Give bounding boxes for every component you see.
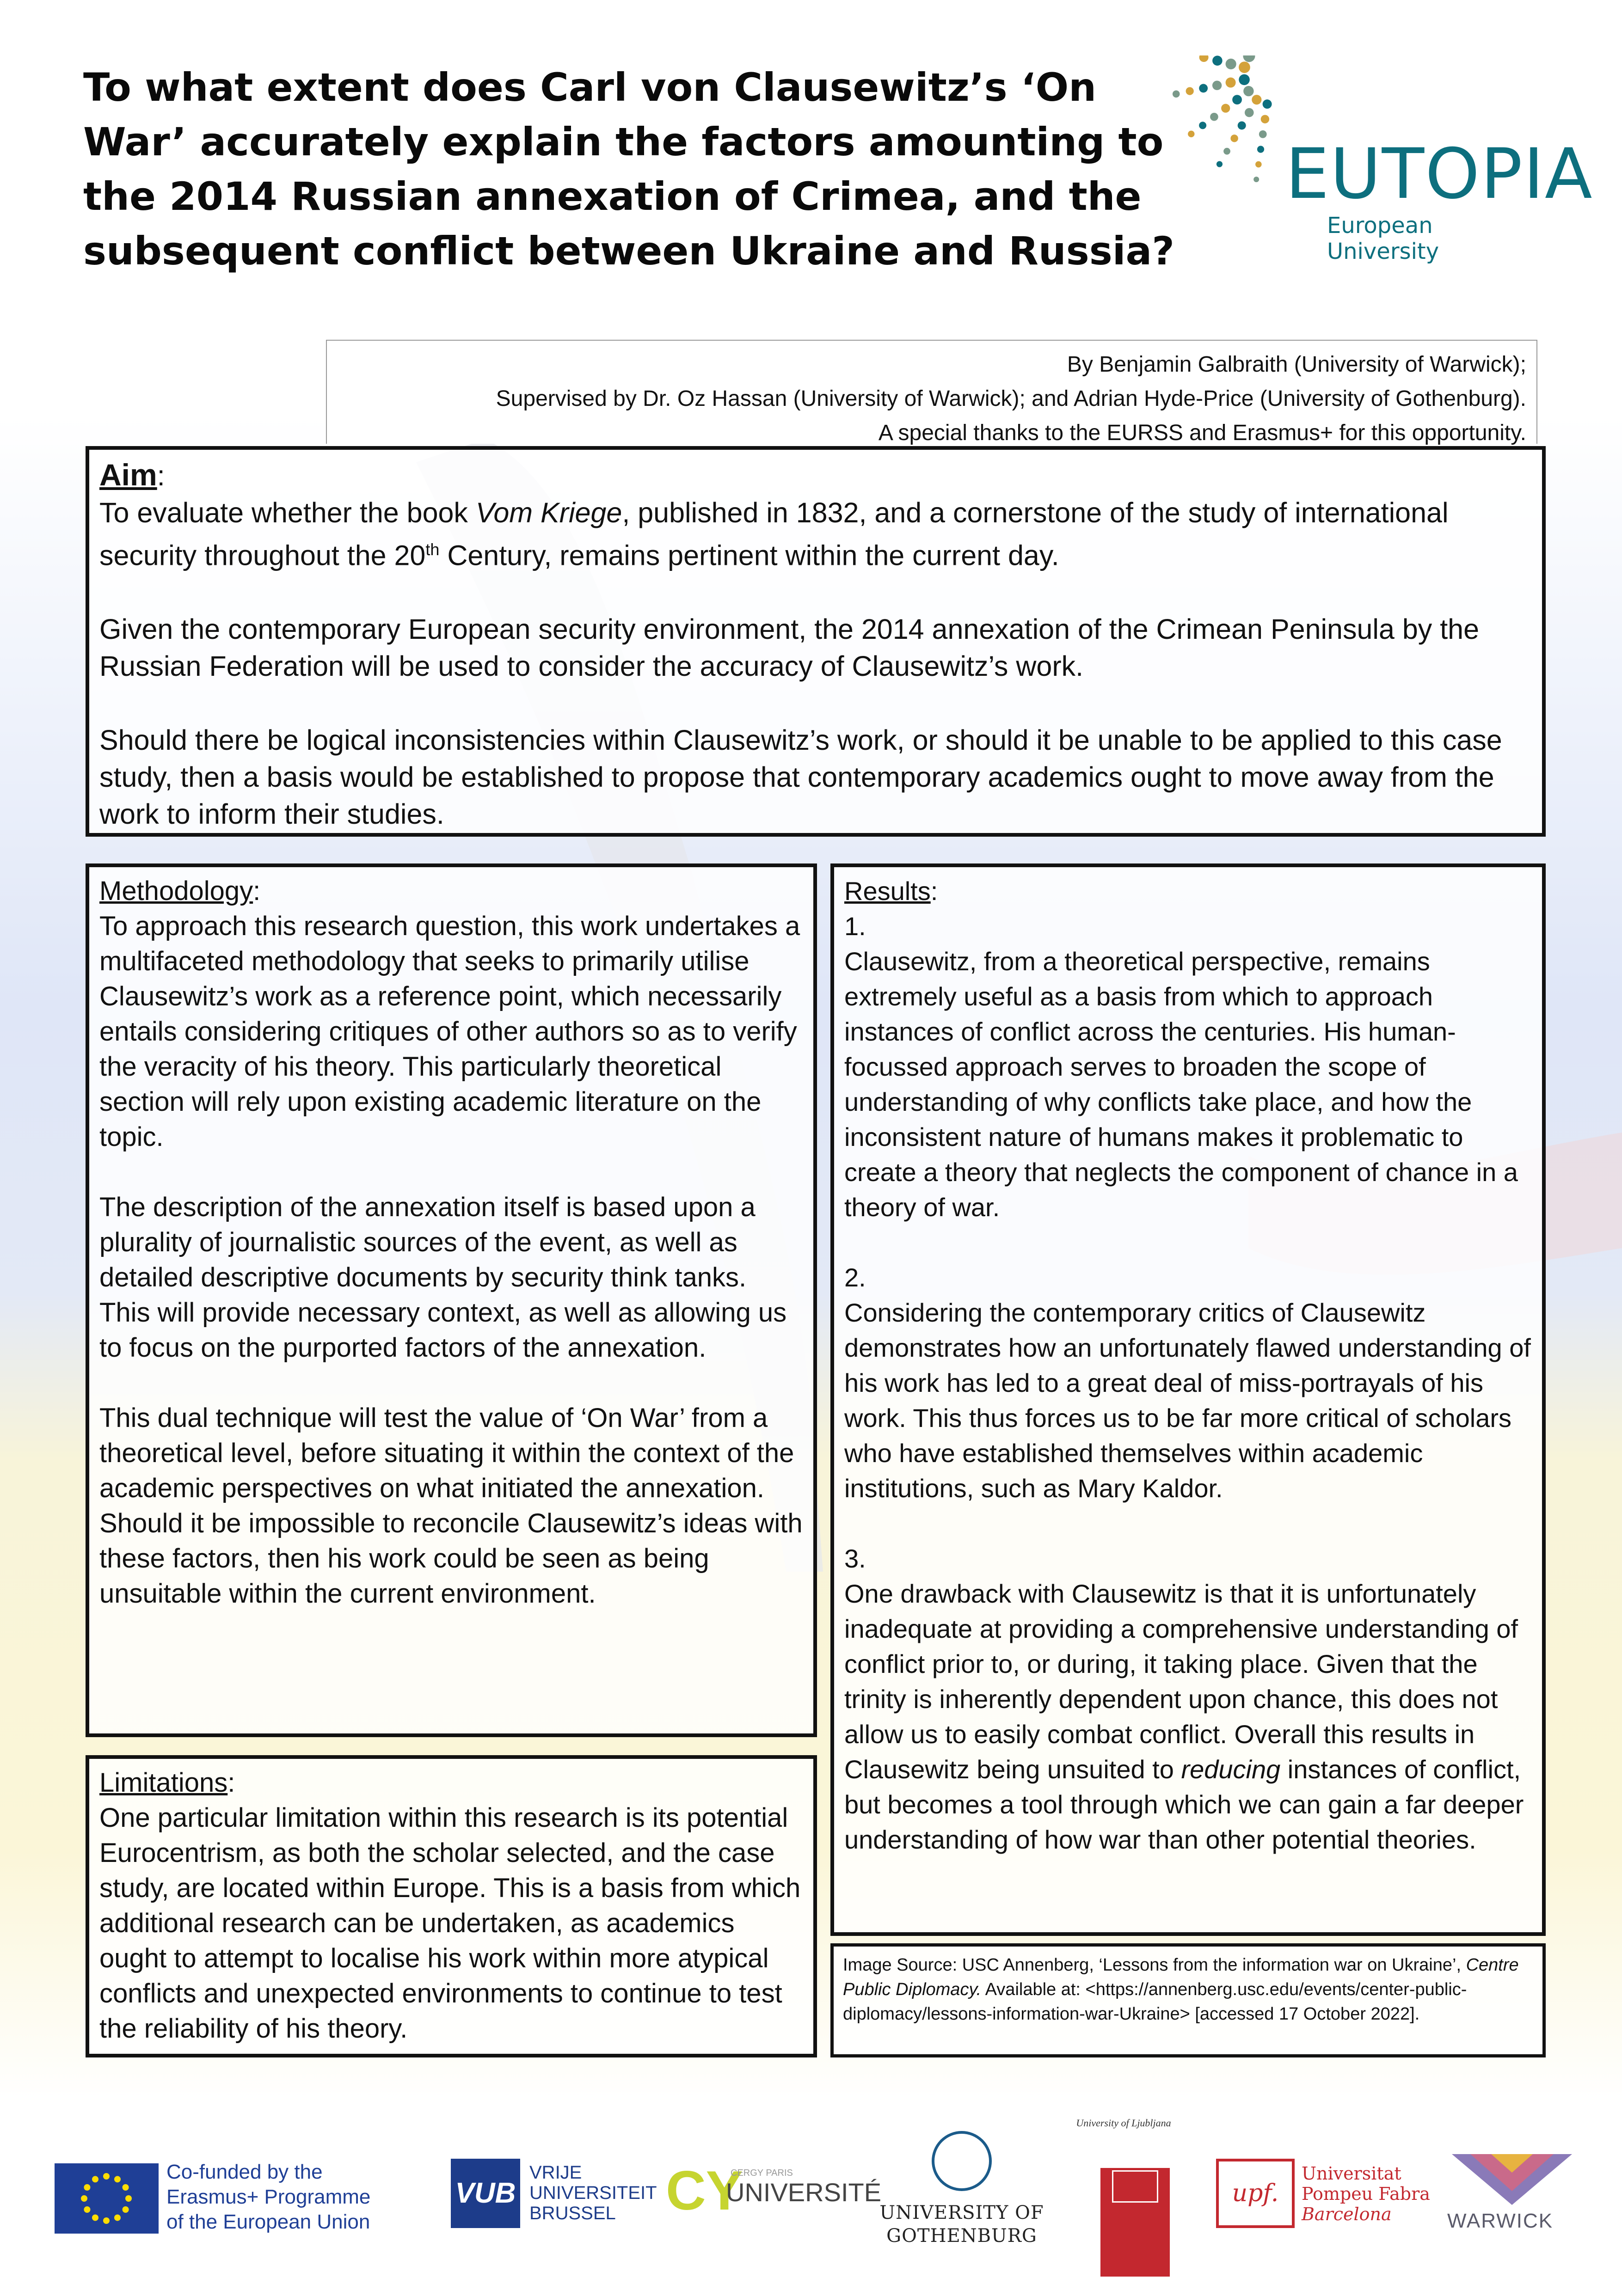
results-number-2: 2. — [844, 1263, 866, 1292]
eutopia-dot — [1212, 55, 1223, 66]
methodology-heading: Methodology — [99, 876, 253, 906]
cy-small-text: CERGY PARIS — [731, 2168, 793, 2178]
results-heading: Results — [844, 876, 931, 906]
upf-mark: upf. — [1216, 2159, 1295, 2228]
gothenburg-logo — [879, 2131, 1045, 2279]
vub-mark: VUB — [451, 2159, 520, 2228]
eutopia-dot — [1255, 161, 1262, 168]
eutopia-subtitle: European University — [1327, 213, 1439, 264]
eutopia-dot — [1186, 87, 1194, 95]
results-number-1: 1. — [844, 912, 866, 941]
eutopia-dot — [1239, 61, 1250, 73]
gothenburg-name: UNIVERSITY OF GOTHENBURG — [879, 2202, 1044, 2247]
eutopia-dot — [1257, 146, 1264, 153]
eutopia-dot — [1212, 81, 1222, 90]
methodology-paragraph-1: To approach this research question, this work undertakes a multifaceted methodology that seeks to primarily utilise Clausewitz’s work as a reference point, which necessarily entails considering critiques of other authors so as to verify the veracity of his theory. This particularly theoretical section will rely upon existing academic literature on the topic. — [99, 911, 800, 1152]
eutopia-logo — [1170, 46, 1593, 264]
upf-logo — [1216, 2159, 1438, 2237]
eu-star — [114, 2176, 121, 2182]
eutopia-dot — [1223, 148, 1230, 155]
author-byline — [326, 340, 1537, 444]
eu-star — [84, 2184, 90, 2191]
eu-star — [123, 2184, 129, 2191]
aim-paragraph-1: To evaluate whether the book Vom Kriege, published in 1832, and a cornerstone of the study of international security throughout the 20th Century, remains pertinent within the current day. — [99, 497, 1449, 571]
eutopia-dot — [1238, 121, 1246, 129]
erasmus-cofunded-text: Co-funded by the Erasmus+ Programme of the European Union — [166, 2161, 371, 2233]
eutopia-dot — [1210, 113, 1218, 121]
eu-star — [81, 2195, 87, 2202]
eutopia-dot — [1221, 104, 1230, 113]
cy-cergy-logo — [666, 2154, 882, 2233]
byline-thanks: A special thanks to the EURSS and Erasmus+ for this opportunity. — [878, 421, 1526, 445]
aim-paragraph-3: Should there be logical inconsistencies within Clausewitz’s work, or should it be unable to be applied to this case study, then a basis would be established to propose that contemporary academics ought to move away from the work to inform their studies. — [99, 724, 1502, 830]
gothenburg-seal-icon — [932, 2131, 992, 2191]
eutopia-dot — [1188, 131, 1194, 137]
cy-universite-text: UNIVERSITÉ — [726, 2178, 882, 2207]
eu-star — [92, 2176, 98, 2182]
results-paragraph-1: Clausewitz, from a theoretical perspective, remains extremely useful as a basis from which to approach instances of conflict across the centuries. His human-focussed approach serves to broaden the scope of understanding of why conflicts take place, and how the inconsistent nature of humans makes it problematic to create a theory that neglects the component of chance in a theory of war. — [844, 947, 1518, 1222]
limitations-section: Limitations: One particular limitation within this research is its potential Eurocentrism, as both the scholar selected, and the case study, are located within Europe. This is a basis from which additional research can be undertaken, as academics ought to attempt to localise his work within more atypical conflicts and unexpected environments to continue to test the reliability of his theory. — [86, 1755, 817, 2057]
eutopia-dot — [1216, 161, 1223, 167]
aim-paragraph-2: Given the contemporary European security environment, the 2014 annexation of the Crimean Peninsula by the Russian Federation will be used to consider the accuracy of Clausewitz’s work. — [99, 613, 1479, 682]
eu-flag-icon — [55, 2163, 159, 2234]
limitations-paragraph: One particular limitation within this research is its potential Eurocentrism, as both the scholar selected, and the case study, are located within Europe. This is a basis from which additional research can be undertaken, as academics ought to attempt to localise his work within more atypical conflicts and unexpected environments to continue to test the reliability of his theory. — [99, 1803, 801, 2044]
limitations-heading: Limitations — [99, 1768, 228, 1798]
eu-star — [103, 2217, 110, 2224]
warwick-logo — [1447, 2154, 1586, 2237]
eutopia-dot — [1243, 86, 1253, 96]
eutopia-dot — [1253, 177, 1259, 182]
eutopia-dot — [1259, 130, 1267, 138]
byline-author: By Benjamin Galbraith (University of Warwick); — [1067, 352, 1526, 377]
eu-star — [92, 2215, 98, 2221]
methodology-section: Methodology: To approach this research question, this work undertakes a multifaceted methodology that seeks to primarily utilise Clausewitz’s work as a reference point, which necessarily entails considering critiques of other authors so as to verify the veracity of his theory. This particularly theoretical section will rely upon existing academic literature on the topic. The description of the annexation itself is based upon a plurality of journalistic sources of the event, as well as detailed descriptive documents by security think tanks. This will provide necessary context, as well as allowing us to focus on the purported factors of the annexation. This dual technique will test the value of ‘On War’ from a theoretical level, before situating it within the context of the academic perspectives on what initiated the annexation. Should it be impossible to reconcile Clausewitz’s ideas with these factors, then his work could be seen as being unsuitable within the current environment. — [86, 863, 817, 1737]
eutopia-dot — [1173, 90, 1180, 98]
eutopia-dot — [1261, 115, 1269, 123]
results-paragraph-2: Considering the contemporary critics of Clausewitz demonstrates how an unfortunately flawed understanding of his work has led to a great deal of miss-portrayals of his work. This thus forces us to be far more critical of scholars who have established themselves within academic institutions, such as Mary Kaldor. — [844, 1298, 1531, 1503]
methodology-paragraph-3: This dual technique will test the value of ‘On War’ from a theoretical level, before situating it within the context of the academic perspectives on what initiated the annexation. Should it be impossible to reconcile Clausewitz’s ideas with these factors, then his work could be seen as being unsuitable within the current environment. — [99, 1403, 803, 1609]
aim-section: Aim: To evaluate whether the book Vom Kriege, published in 1832, and a cornerstone of the study of international security throughout the 20th Century, remains pertinent within the current day. Given the contemporary European security environment, the 2014 annexation of the Crimean Peninsula by the Russian Federation will be used to consider the accuracy of Clausewitz’s work. Should there be logical inconsistencies within Clausewitz’s work, or should it be unable to be applied to this case study, then a basis would be established to propose that contemporary academics ought to move away from the work to inform their studies. — [86, 446, 1546, 837]
results-paragraph-3: One drawback with Clausewitz is that it is unfortunately inadequate at providing a comprehensive understanding of conflict prior to, or during, it taking place. Given that the trinity is inherently dependent upon chance, this does not allow us to easily combat conflict. Overall this results in Clausewitz being unsuited to reducing instances of conflict, but becomes a tool through which we can gain a far deeper understanding of how war than other potential theories. — [844, 1579, 1524, 1854]
eutopia-dot — [1232, 95, 1242, 104]
vub-name: VRIJE UNIVERSITEIT BRUSSEL — [529, 2162, 657, 2223]
eu-star — [114, 2215, 121, 2221]
eutopia-dot — [1226, 59, 1236, 69]
cy-mark: CY — [666, 2160, 743, 2222]
ljubljana-name: University of Ljubljana — [1076, 2117, 1171, 2129]
warwick-name: WARWICK — [1447, 2210, 1554, 2232]
ljubljana-logo — [1050, 2117, 1198, 2293]
warwick-triangle-icon — [1452, 2154, 1572, 2205]
results-number-3: 3. — [844, 1544, 866, 1573]
eutopia-dot — [1252, 95, 1261, 104]
eu-star — [123, 2206, 129, 2213]
eutopia-dot — [1245, 108, 1254, 117]
eutopia-dot — [1226, 78, 1236, 88]
ljubljana-building-icon — [1100, 2168, 1170, 2277]
eutopia-dot — [1199, 55, 1209, 62]
eu-star — [125, 2195, 132, 2202]
eutopia-dot — [1199, 122, 1206, 129]
eutopia-dot — [1239, 74, 1250, 86]
eutopia-wordmark: EUTOPIA — [1285, 134, 1593, 214]
upf-name: Universitat Pompeu Fabra Barcelona — [1302, 2163, 1430, 2224]
eutopia-dot — [1199, 84, 1208, 93]
methodology-paragraph-2: The description of the annexation itself is based upon a plurality of journalistic sources of the event, as well as detailed descriptive documents by security think tanks. This will provide necessary context, as well as allowing us to focus on the purported factors of the annexation. — [99, 1192, 787, 1363]
poster-title: To what extent does Carl von Clausewitz’s ‘On War’ accurately explain the factors amounting to the 2014 Russian annexation of Crimea, and the subsequent conflict between Ukraine and Russia? — [83, 65, 1174, 274]
eu-star — [84, 2206, 90, 2213]
eutopia-dot — [1230, 135, 1238, 142]
image-source-note: Image Source: USC Annenberg, ‘Lessons from the information war on Ukraine’, Centre Public Diplomacy. Available at: <https://annenberg.usc.edu/events/center-public-diplomacy/lessons-information-war-Ukraine> [accessed 17 October 2022]. — [830, 1943, 1546, 2057]
eutopia-dot — [1243, 55, 1255, 62]
results-section: Results: 1. Clausewitz, from a theoretical perspective, remains extremely useful as a basis from which to approach instances of conflict across the centuries. His human-focussed approach serves to broaden the scope of understanding of why conflicts take place, and how the inconsistent nature of humans makes it problematic to create a theory that neglects the component of chance in a theory of war. 2. Considering the contemporary critics of Clausewitz demonstrates how an unfortunately flawed understanding of his work has led to a great deal of miss-portrayals of his work. This thus forces us to be far more critical of scholars who have established themselves within academic institutions, such as Mary Kaldor. 3. One drawback with Clausewitz is that it is unfortunately inadequate at providing a comprehensive understanding of conflict prior to, or during, it taking place. Given that the trinity is inherently dependent upon chance, this does not allow us to easily combat conflict. Overall this results in Clausewitz being unsuited to reducing instances of conflict, but becomes a tool through which we can gain a far deeper understanding of how war than other potential theories. — [830, 863, 1546, 1936]
aim-heading: Aim — [99, 458, 157, 492]
eu-star — [103, 2173, 110, 2180]
byline-supervisors: Supervised by Dr. Oz Hassan (University of Warwick); and Adrian Hyde-Price (University of Gothenburg). — [496, 386, 1526, 411]
eutopia-dots-icon — [1170, 55, 1290, 208]
partner-logos-footer — [0, 2108, 1622, 2296]
eutopia-dot — [1263, 99, 1272, 109]
